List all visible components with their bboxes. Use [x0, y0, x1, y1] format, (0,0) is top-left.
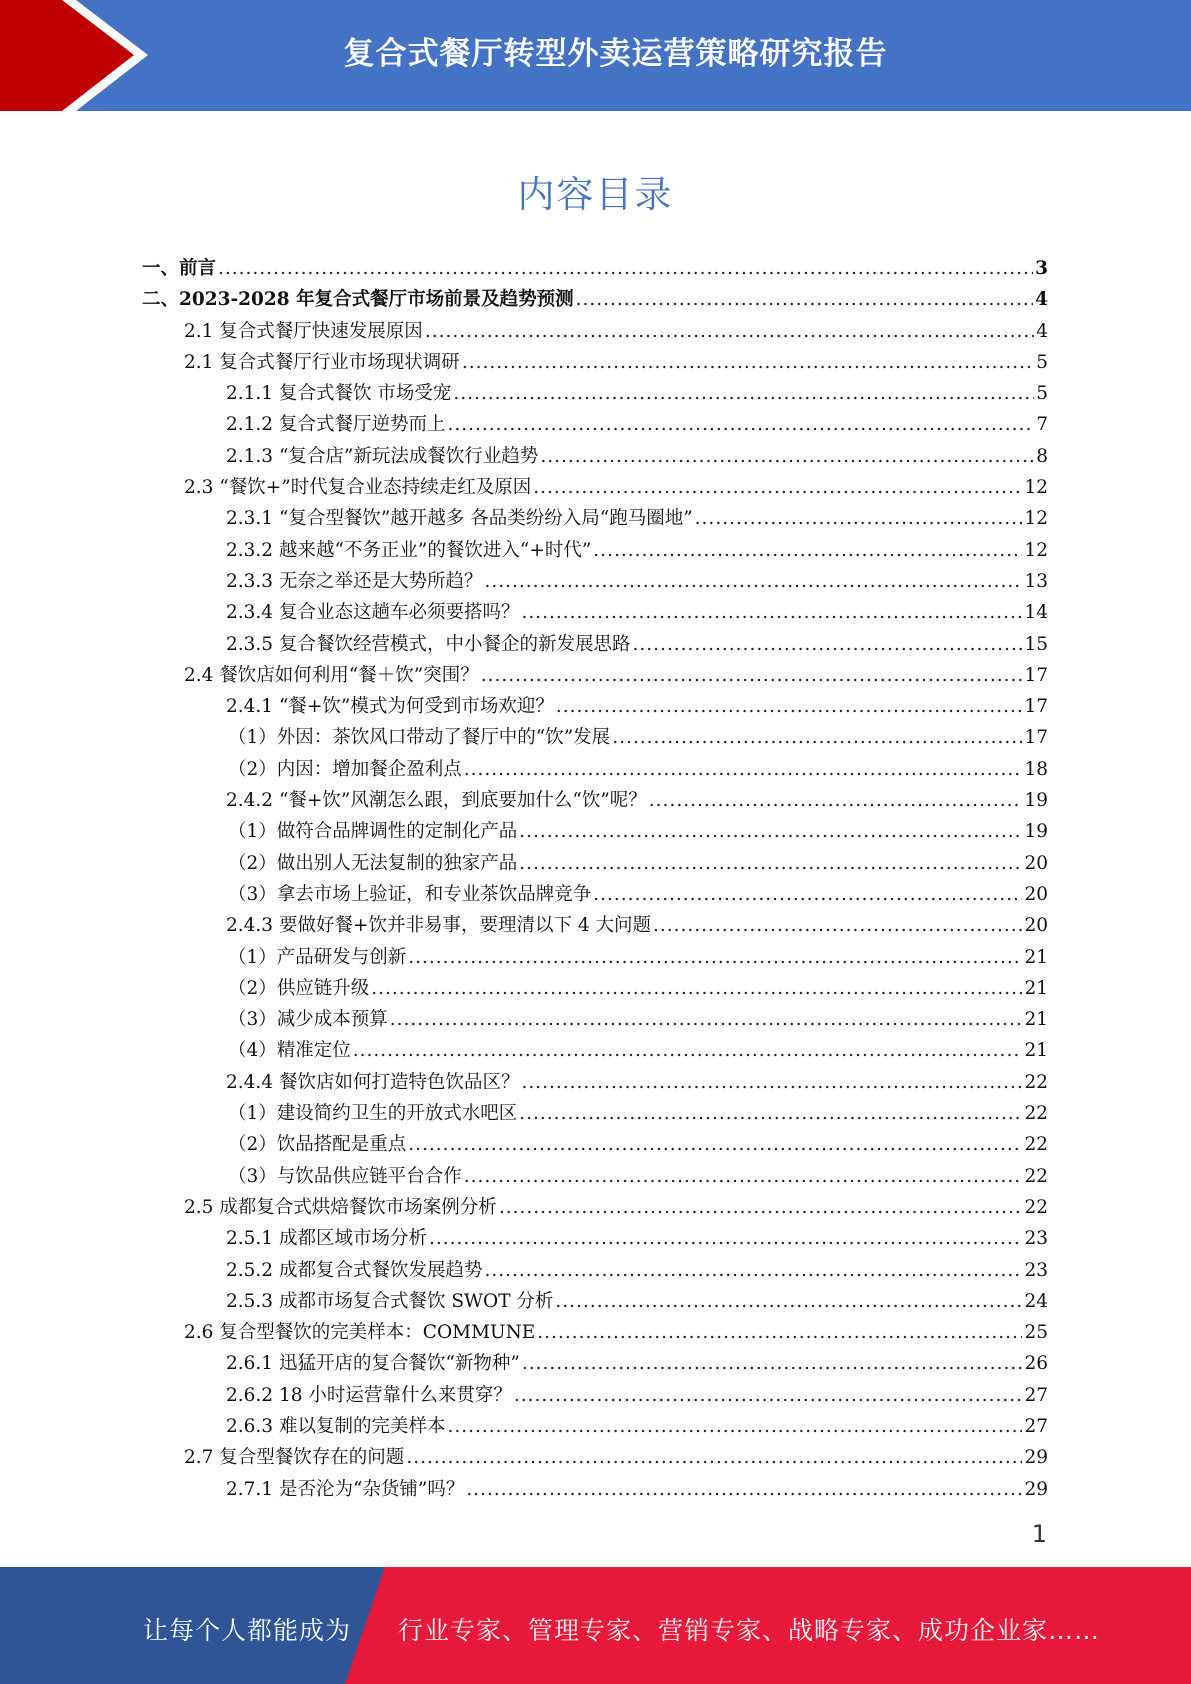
toc-heading: 内容目录	[517, 173, 674, 216]
toc-dot-leader	[593, 535, 1022, 566]
toc-entry-text: 2.6.1 迅猛开店的复合餐饮“新物种”	[226, 1353, 520, 1375]
toc-entry[interactable]	[142, 942, 1048, 973]
toc-entry[interactable]	[142, 284, 1048, 315]
toc-entry-text: （2）做出别人无法复制的独家产品	[228, 852, 518, 874]
toc-entry-text: （3）拿去市场上验证，和专业茶饮品牌竞争	[228, 883, 592, 905]
toc-page-number: 23	[1024, 1228, 1048, 1250]
toc-dot-leader	[447, 409, 1034, 440]
toc-page-number: 15	[1024, 633, 1048, 655]
toc-entry[interactable]	[142, 378, 1048, 409]
toc-page-number: 13	[1024, 570, 1048, 592]
toc-page-number: 19	[1024, 790, 1048, 812]
toc-entry-text: （3）减少成本预算	[228, 1009, 388, 1031]
toc-entry-text: 2.3.5 复合餐饮经营模式，中小餐企的新发展思路	[226, 633, 631, 655]
toc-entry-text: 2.4.2 “餐+饮”风潮怎么跟，到底要加什么“饮”呢？	[226, 790, 647, 812]
toc-page-number: 21	[1024, 1009, 1048, 1031]
toc-page-number: 20	[1024, 852, 1048, 874]
toc-entry-text: 2.1.2 复合式餐厅逆势而上	[226, 414, 446, 436]
toc-entry[interactable]	[142, 253, 1048, 284]
toc-entry-text: （2）供应链升级	[228, 977, 370, 999]
toc-page-number: 4	[1035, 289, 1048, 311]
toc-dot-leader	[612, 722, 1022, 753]
toc-dot-leader	[653, 910, 1022, 941]
toc-entry[interactable]	[142, 441, 1048, 472]
toc-entry[interactable]	[142, 1286, 1048, 1317]
toc-page-number: 26	[1024, 1353, 1048, 1375]
toc-page-number: 5	[1036, 383, 1048, 405]
toc-entry-text: 2.5.1 成都区域市场分析	[226, 1228, 427, 1250]
toc-entry[interactable]	[142, 1442, 1048, 1473]
toc-entry-text: （1）建设简约卫生的开放式水吧区	[228, 1103, 518, 1125]
toc-entry[interactable]	[142, 503, 1048, 534]
toc-entry-text: 2.3.4 复合业态这趟车必须要搭吗？	[226, 602, 520, 624]
toc-page-number: 25	[1024, 1322, 1048, 1344]
toc-entry[interactable]	[142, 1192, 1048, 1223]
toc-entry-text: （4）精准定位	[228, 1040, 351, 1062]
toc-entry-text: （1）做符合品牌调性的定制化产品	[228, 821, 518, 843]
toc-entry-text: 2.5.2 成都复合式餐饮发展趋势	[226, 1259, 483, 1281]
toc-entry[interactable]	[142, 1411, 1048, 1442]
toc-entry-text: 2.1 复合式餐厅快速发展原因	[184, 320, 423, 342]
toc-entry-text: 2.1 复合式餐厅行业市场现状调研	[184, 351, 460, 373]
toc-dot-leader	[519, 1098, 1022, 1129]
toc-page-number: 20	[1024, 883, 1048, 905]
toc-page-number: 22	[1024, 1165, 1048, 1187]
toc-entry[interactable]	[142, 535, 1048, 566]
toc-entry[interactable]	[142, 722, 1048, 753]
toc-page-number: 29	[1024, 1447, 1048, 1469]
toc-page-number: 8	[1036, 445, 1048, 467]
toc-entry[interactable]	[142, 973, 1048, 1004]
toc-dot-leader	[555, 1286, 1022, 1317]
toc-entry[interactable]	[142, 910, 1048, 941]
toc-entry[interactable]	[142, 816, 1048, 847]
toc-entry-text: 2.4.1 “餐+饮”模式为何受到市场欢迎？	[226, 696, 554, 718]
toc-page-number: 12	[1024, 477, 1048, 499]
toc-page-number: 18	[1024, 758, 1048, 780]
page-number: 1	[1031, 1520, 1047, 1548]
toc-dot-leader	[406, 1442, 1022, 1473]
toc-page-number: 14	[1024, 602, 1048, 624]
toc-page-number: 12	[1024, 508, 1048, 530]
toc-entry[interactable]	[142, 1474, 1048, 1505]
toc-entry[interactable]	[142, 660, 1048, 691]
toc-entry[interactable]	[142, 1317, 1048, 1348]
report-title: 复合式餐厅转型外卖运营策略研究报告	[343, 36, 888, 72]
toc-entry[interactable]	[142, 1004, 1048, 1035]
toc-entry[interactable]	[142, 754, 1048, 785]
toc-entry[interactable]	[142, 848, 1048, 879]
toc-dot-leader	[632, 629, 1022, 660]
toc-dot-leader	[453, 378, 1034, 409]
toc-entry-text: 2.6 复合型餐饮的完美样本：COMMUNE	[184, 1322, 536, 1344]
toc-dot-leader	[425, 316, 1034, 347]
toc-page-number: 19	[1024, 821, 1048, 843]
toc-entry-text: 2.7.1 是否沦为“杂货铺”吗？	[226, 1478, 465, 1500]
page-header	[0, 0, 1191, 111]
toc-page-number: 20	[1024, 915, 1048, 937]
toc-entry-text: 2.4 餐饮店如何利用“餐＋饮”突围？	[184, 664, 479, 686]
toc-page-number: 29	[1024, 1478, 1048, 1500]
toc-entry-text: 2.4.3 要做好餐+饮并非易事，要理清以下 4 大问题	[226, 915, 651, 937]
toc-entry-text: 2.6.2 18 小时运营靠什么来贯穿？	[226, 1384, 512, 1406]
footer-slogan: 让每个人都能成为	[143, 1616, 352, 1645]
toc-entry[interactable]	[142, 879, 1048, 910]
toc-dot-leader	[556, 691, 1023, 722]
toc-page-number: 22	[1024, 1103, 1048, 1125]
toc-entry[interactable]	[142, 472, 1048, 503]
toc-dot-leader	[481, 660, 1023, 691]
toc-dot-leader	[447, 1411, 1022, 1442]
toc-page-number: 24	[1024, 1290, 1048, 1312]
toc-entry-text: 2.1.3 “复合店”新玩法成餐饮行业趋势	[226, 445, 539, 467]
toc-dot-leader	[695, 503, 1023, 534]
toc-page-number: 22	[1024, 1196, 1048, 1218]
toc-entry[interactable]	[142, 1161, 1048, 1192]
toc-dot-leader	[576, 284, 1034, 315]
toc-entry[interactable]	[142, 1223, 1048, 1254]
toc-page-number: 12	[1024, 539, 1048, 561]
toc-dot-leader	[593, 879, 1022, 910]
toc-dot-leader	[353, 1035, 1023, 1066]
toc-entry-text: 2.6.3 难以复制的完美样本	[226, 1415, 446, 1437]
toc-dot-leader	[540, 441, 1034, 472]
toc-entry-text: 2.7 复合型餐饮存在的问题	[184, 1447, 405, 1469]
toc-entry[interactable]	[142, 316, 1048, 347]
toc-page-number: 27	[1024, 1415, 1048, 1437]
toc-page-number: 27	[1024, 1384, 1048, 1406]
toc-entry[interactable]	[142, 691, 1048, 722]
toc-entry-text: 2.3.2 越来越“不务正业”的餐饮进入“+时代”	[226, 539, 592, 561]
toc-entry-text: 2.4.4 餐饮店如何打造特色饮品区？	[226, 1071, 520, 1093]
toc-dot-leader	[649, 785, 1023, 816]
toc-entry-text: （2）内因：增加餐企盈利点	[228, 758, 462, 780]
toc-dot-leader	[521, 597, 1022, 628]
toc-dot-leader	[429, 1223, 1022, 1254]
toc-entry-text: （3）与饮品供应链平台合作	[228, 1165, 462, 1187]
toc-page-number: 7	[1036, 414, 1048, 436]
toc-page-number: 17	[1024, 664, 1048, 686]
toc-dot-leader	[408, 1129, 1022, 1160]
toc-entry-text: 二、2023-2028 年复合式餐厅市场前景及趋势预测	[142, 289, 574, 311]
toc-dot-leader	[537, 1317, 1022, 1348]
toc-entry-text: （1）产品研发与创新	[228, 946, 407, 968]
toc-dot-leader	[499, 1192, 1023, 1223]
toc-entry[interactable]	[142, 1255, 1048, 1286]
toc-page-number: 21	[1024, 946, 1048, 968]
toc-entry-text: （2）饮品搭配是重点	[228, 1134, 407, 1156]
toc-dot-leader	[462, 347, 1034, 378]
toc-dot-leader	[484, 566, 1022, 597]
toc-entry-text: 2.1.1 复合式餐饮 市场受宠	[226, 383, 452, 405]
toc-dot-leader	[371, 973, 1022, 1004]
toc-dot-leader	[521, 1067, 1022, 1098]
table-of-contents	[142, 253, 1048, 1505]
toc-dot-leader	[390, 1004, 1023, 1035]
toc-dot-leader	[514, 1380, 1023, 1411]
toc-dot-leader	[466, 1474, 1022, 1505]
toc-page-number: 3	[1035, 258, 1048, 279]
toc-page-number: 22	[1024, 1071, 1048, 1093]
toc-entry[interactable]	[142, 566, 1048, 597]
toc-entry[interactable]	[142, 785, 1048, 816]
toc-entry[interactable]	[142, 1380, 1048, 1411]
toc-entry[interactable]	[142, 1098, 1048, 1129]
toc-dot-leader	[464, 1161, 1023, 1192]
toc-entry-text: 2.5 成都复合式烘焙餐饮市场案例分析	[184, 1196, 497, 1218]
toc-entry[interactable]	[142, 347, 1048, 378]
toc-dot-leader	[484, 1255, 1022, 1286]
toc-page-number: 17	[1024, 696, 1048, 718]
toc-dot-leader	[408, 942, 1022, 973]
toc-page-number: 5	[1036, 351, 1048, 373]
toc-dot-leader	[533, 472, 1022, 503]
toc-entry-text: 2.3.1 “复合型餐饮”越开越多 各品类纷纷入局“跑马圈地”	[226, 508, 693, 530]
toc-entry[interactable]	[142, 1035, 1048, 1066]
toc-dot-leader	[464, 754, 1023, 785]
toc-entry[interactable]	[142, 1067, 1048, 1098]
page-footer	[0, 1567, 1191, 1684]
toc-entry-text: 2.5.3 成都市场复合式餐饮 SWOT 分析	[226, 1290, 554, 1312]
toc-page-number: 21	[1024, 1040, 1048, 1062]
footer-roles: 行业专家、管理专家、营销专家、战略专家、成功企业家……	[398, 1616, 1101, 1645]
toc-entry[interactable]	[142, 409, 1048, 440]
toc-entry[interactable]	[142, 1348, 1048, 1379]
toc-entry-text: 2.3 “餐饮+”时代复合业态持续走红及原因	[184, 477, 532, 499]
toc-entry[interactable]	[142, 629, 1048, 660]
toc-page-number: 22	[1024, 1134, 1048, 1156]
toc-page-number: 21	[1024, 977, 1048, 999]
toc-entry-text: （1）外因：茶饮风口带动了餐厅中的“饮”发展	[228, 727, 611, 749]
toc-entry-text: 2.3.3 无奈之举还是大势所趋？	[226, 570, 483, 592]
toc-page-number: 17	[1024, 727, 1048, 749]
toc-entry-text: 一、前言	[142, 258, 217, 279]
toc-dot-leader	[522, 1348, 1023, 1379]
toc-dot-leader	[218, 253, 1033, 284]
toc-entry[interactable]	[142, 597, 1048, 628]
toc-entry[interactable]	[142, 1129, 1048, 1160]
toc-page-number: 4	[1036, 320, 1048, 342]
toc-dot-leader	[519, 848, 1022, 879]
toc-dot-leader	[519, 816, 1022, 847]
toc-page-number: 23	[1024, 1259, 1048, 1281]
